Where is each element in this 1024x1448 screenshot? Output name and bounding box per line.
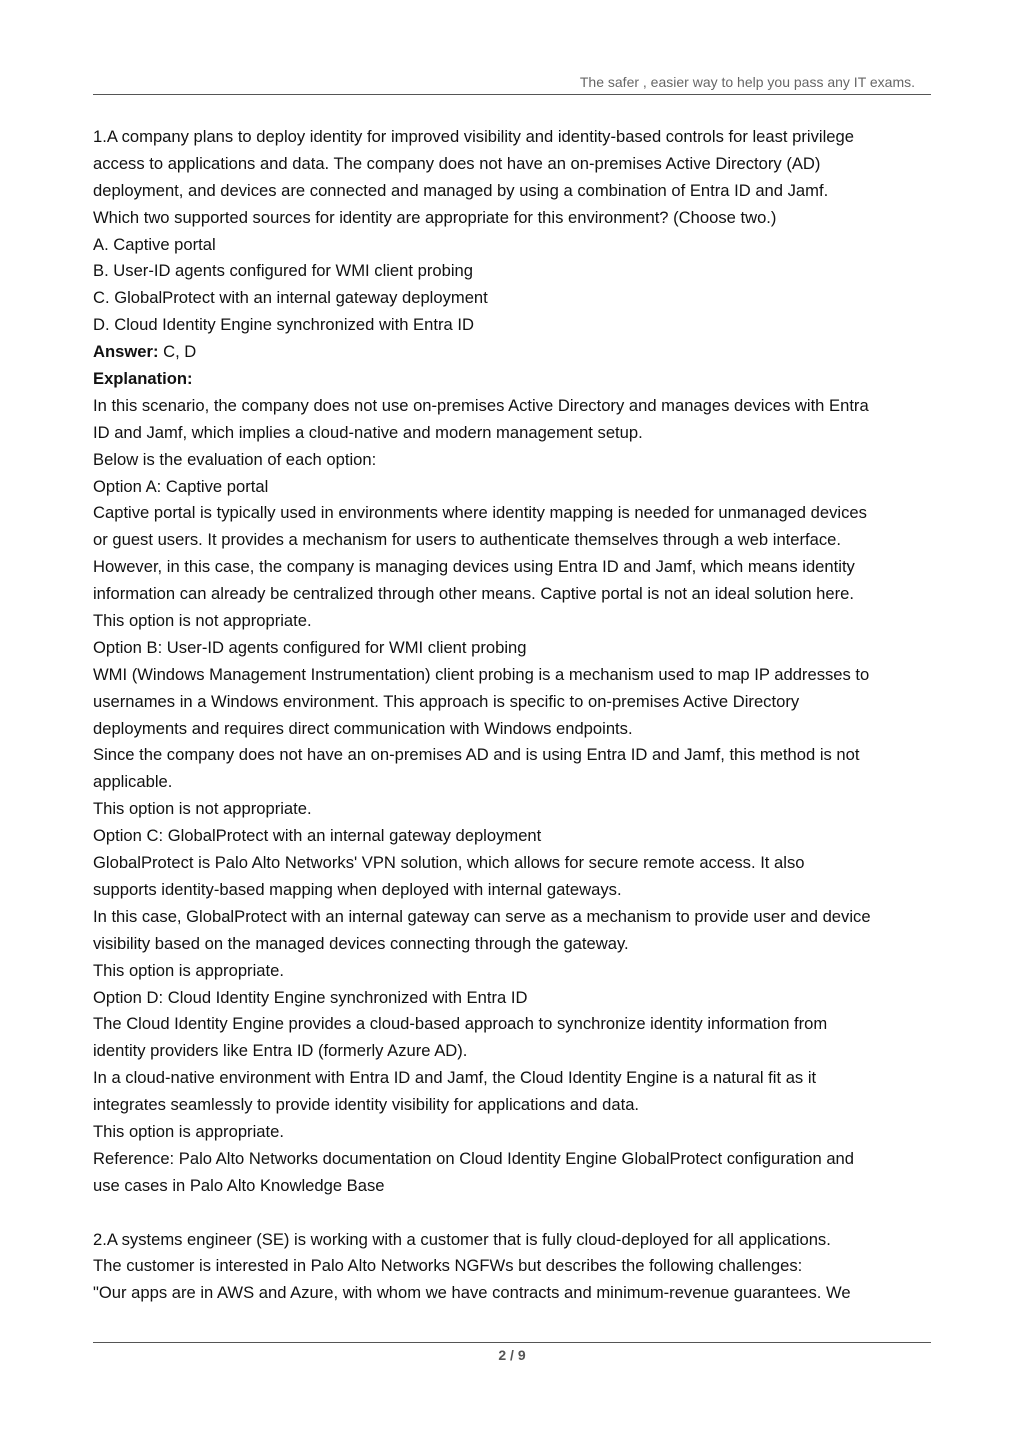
explanation-line: WMI (Windows Management Instrumentation) client probing is a mechanism used to map IP addresses to	[93, 664, 870, 684]
explanation-line: However, in this case, the company is managing devices using Entra ID and Jamf, which means identity	[93, 557, 855, 577]
explanation-line: Below is the evaluation of each option:	[93, 449, 377, 469]
document-body	[93, 124, 933, 1307]
explanation-line: supports identity-based mapping when deployed with internal gateways.	[93, 879, 622, 899]
explanation-line: In a cloud-native environment with Entra ID and Jamf, the Cloud Identity Engine is a natural fit as it	[93, 1068, 817, 1088]
explanation-line: applicable.	[93, 772, 173, 792]
question-2-line-2: The customer is interested in Palo Alto Networks NGFWs but describes the following challenges:	[93, 1256, 803, 1276]
header-divider	[93, 94, 931, 95]
question-2-line-1: 2.A systems engineer (SE) is working with a customer that is fully cloud-deployed for all applications.	[93, 1229, 831, 1249]
explanation-line: This option is not appropriate.	[93, 611, 312, 631]
question-2-line-3: "Our apps are in AWS and Azure, with whom we have contracts and minimum-revenue guarantees. We	[93, 1283, 851, 1303]
answer-label: Answer:	[93, 342, 159, 362]
explanation-line: ID and Jamf, which implies a cloud-native and modern management setup.	[93, 422, 643, 442]
explanation-line: use cases in Palo Alto Knowledge Base	[93, 1175, 385, 1195]
option-a: A. Captive portal	[93, 234, 216, 254]
explanation-line: visibility based on the managed devices connecting through the gateway.	[93, 933, 629, 953]
explanation-line: This option is appropriate.	[93, 1121, 284, 1141]
explanation-line: Captive portal is typically used in environments where identity mapping is needed for unmanaged devices	[93, 503, 867, 523]
option-d: D. Cloud Identity Engine synchronized with Entra ID	[93, 315, 474, 335]
explanation-label: Explanation:	[93, 369, 193, 389]
explanation-line: Option A: Captive portal	[93, 476, 269, 496]
explanation-line: This option is not appropriate.	[93, 799, 312, 819]
question-separator	[93, 1200, 933, 1227]
question-1-line-3: deployment, and devices are connected and managed by using a combination of Entra ID and Jamf.	[93, 180, 829, 200]
answer-value: C, D	[158, 342, 197, 362]
option-b: B. User-ID agents configured for WMI client probing	[93, 261, 473, 281]
explanation-line: usernames in a Windows environment. This approach is specific to on-premises Active Directory	[93, 691, 800, 711]
explanation-line: or guest users. It provides a mechanism for users to authenticate themselves through a web interface.	[93, 530, 842, 550]
explanation-line: GlobalProtect is Palo Alto Networks' VPN solution, which allows for secure remote access. It also	[93, 853, 805, 873]
explanation-line: This option is appropriate.	[93, 960, 284, 980]
footer-divider	[93, 1342, 931, 1343]
explanation-line: information can already be centralized through other means. Captive portal is not an ideal solution here.	[93, 584, 854, 604]
explanation-line: identity providers like Entra ID (formerly Azure AD).	[93, 1041, 468, 1061]
explanation-line: Option B: User-ID agents configured for WMI client probing	[93, 637, 527, 657]
question-1-line-4: Which two supported sources for identity are appropriate for this environment? (Choose two.)	[93, 207, 777, 227]
explanation-line: Option C: GlobalProtect with an internal gateway deployment	[93, 826, 542, 846]
explanation-line: deployments and requires direct communication with Windows endpoints.	[93, 718, 633, 738]
explanation-line: Reference: Palo Alto Networks documentation on Cloud Identity Engine GlobalProtect configuration and	[93, 1148, 855, 1168]
explanation-line: In this case, GlobalProtect with an internal gateway can serve as a mechanism to provide user and device	[93, 906, 871, 926]
explanation-line: The Cloud Identity Engine provides a cloud-based approach to synchronize identity information from	[93, 1014, 828, 1034]
answer-line	[93, 339, 933, 366]
header-tagline: The safer , easier way to help you pass any IT exams.	[579, 74, 915, 90]
explanation-line: Since the company does not have an on-premises AD and is using Entra ID and Jamf, this method is not	[93, 745, 860, 765]
question-1-line-2: access to applications and data. The company does not have an on-premises Active Directory (AD)	[93, 153, 821, 173]
explanation-line: Option D: Cloud Identity Engine synchronized with Entra ID	[93, 987, 528, 1007]
explanation-line: In this scenario, the company does not use on-premises Active Directory and manages devices with Entra	[93, 395, 869, 415]
explanation-line: integrates seamlessly to provide identity visibility for applications and data.	[93, 1095, 640, 1115]
option-c: C. GlobalProtect with an internal gateway deployment	[93, 288, 488, 308]
question-1-line-1: 1.A company plans to deploy identity for improved visibility and identity-based controls for least privilege	[93, 127, 854, 146]
page-number: 2 / 9	[498, 1347, 526, 1363]
